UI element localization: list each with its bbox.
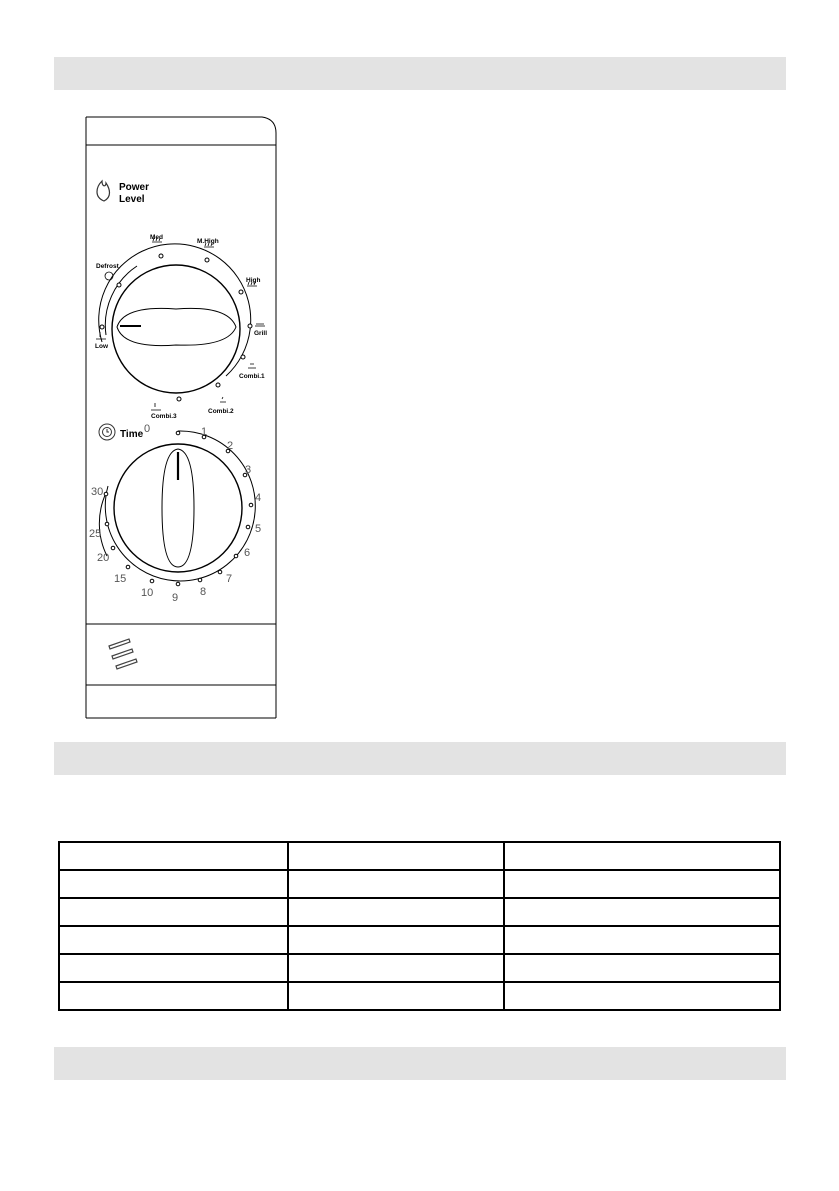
time-number-1: 1: [201, 426, 208, 438]
power-label-combi1: Combi.1: [239, 373, 265, 380]
section-header-bar-2: [54, 742, 786, 775]
time-number-10: 10: [141, 587, 154, 599]
power-label-combi3: Combi.3: [151, 413, 177, 420]
power-label-m-high: M.High: [197, 238, 219, 245]
time-number-9: 9: [172, 592, 179, 604]
time-number-15: 15: [114, 573, 127, 585]
power-label-med: Med: [150, 234, 163, 241]
settings-table: [58, 841, 781, 1011]
time-number-2: 2: [227, 440, 234, 452]
table-cell: [59, 926, 288, 954]
control-panel-illustration: [84, 115, 280, 720]
table-cell: [288, 982, 503, 1010]
table-cell: [59, 954, 288, 982]
power-label-grill: Grill: [254, 330, 268, 337]
power-label-high: High: [246, 277, 261, 284]
clock-icon: [99, 424, 115, 440]
table-cell: [288, 926, 503, 954]
time-number-8: 8: [200, 586, 207, 598]
table-row: [59, 898, 780, 926]
time-number-20: 20: [97, 552, 110, 564]
power-label-low: Low: [95, 343, 108, 350]
table-row: [59, 954, 780, 982]
table-cell: [504, 898, 780, 926]
table-cell: [59, 982, 288, 1010]
flame-icon: [97, 181, 110, 201]
table-cell: [59, 870, 288, 898]
power-label-defrost: Defrost: [96, 263, 119, 270]
power-label-combi2: Combi.2: [208, 408, 234, 415]
time-number-6: 6: [244, 547, 251, 559]
table-cell: [288, 842, 503, 870]
power-level-dial[interactable]: [99, 244, 251, 393]
table-cell: [504, 842, 780, 870]
table-cell: [288, 870, 503, 898]
table-row: [59, 982, 780, 1010]
table-cell: [59, 898, 288, 926]
table-row: [59, 926, 780, 954]
power-level-title-line1: Power: [119, 182, 150, 193]
table-row: [59, 870, 780, 898]
table-cell: [504, 982, 780, 1010]
time-number-0: 0: [144, 423, 151, 435]
table-cell: [504, 954, 780, 982]
time-number-25: 25: [89, 528, 102, 540]
time-title: Time: [120, 429, 144, 440]
power-level-title-line2: Level: [119, 194, 145, 205]
table-row: [59, 842, 780, 870]
table-cell: [288, 954, 503, 982]
time-number-5: 5: [255, 523, 262, 535]
time-number-7: 7: [226, 573, 233, 585]
table-cell: [59, 842, 288, 870]
time-number-4: 4: [255, 492, 262, 504]
section-header-bar-1: [54, 57, 786, 90]
time-number-30: 30: [91, 486, 104, 498]
table-cell: [288, 898, 503, 926]
door-release-button[interactable]: [109, 639, 137, 669]
table-cell: [504, 870, 780, 898]
time-number-3: 3: [245, 464, 252, 476]
table-cell: [504, 926, 780, 954]
time-dial[interactable]: [99, 431, 255, 581]
panel-outline: [86, 117, 276, 718]
section-header-bar-3: [54, 1047, 786, 1080]
